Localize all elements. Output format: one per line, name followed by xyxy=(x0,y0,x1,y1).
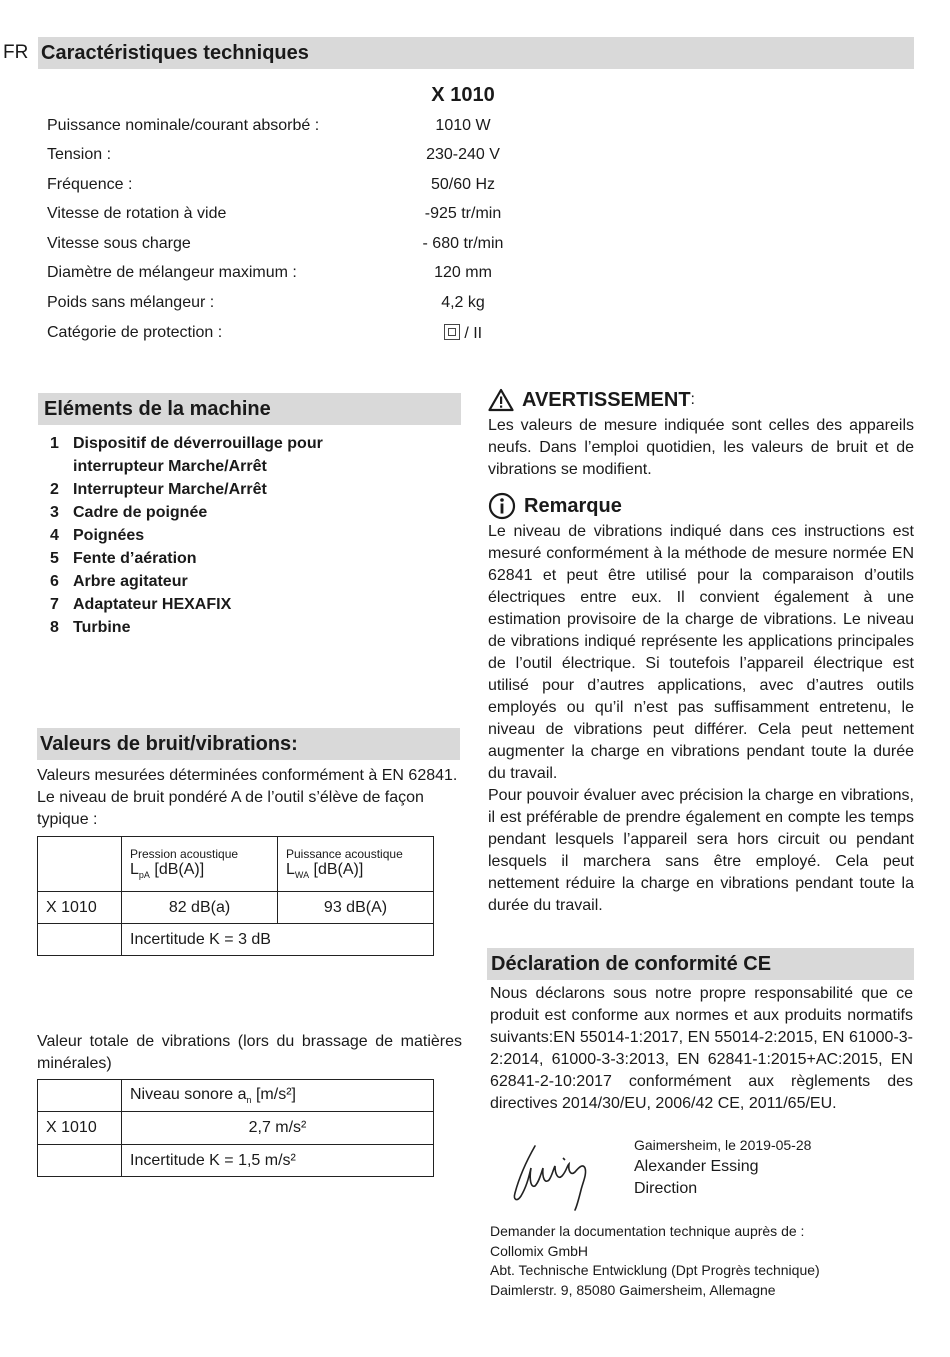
conformity-heading xyxy=(487,948,914,980)
elements-title: Eléments de la machine xyxy=(44,398,271,420)
table-row xyxy=(38,924,434,956)
language-code: FR xyxy=(3,42,29,63)
vibration-intro: Valeur totale de vibrations (lors du brassage de matières minérales) xyxy=(37,1033,462,1072)
model-heading: X 1010 xyxy=(431,84,495,106)
spec-label-load-speed: Vitesse sous charge xyxy=(47,235,191,252)
warning-heading xyxy=(488,388,695,412)
doc-line-company: Collomix GmbH xyxy=(490,1242,589,1259)
signature-image xyxy=(505,1138,600,1213)
spec-value-weight: 4,2 kg xyxy=(441,294,485,311)
spec-label-idle-speed: Vitesse de rotation à vide xyxy=(47,205,227,222)
documentation-contact xyxy=(490,1222,820,1300)
protection-class-text: / II xyxy=(464,325,483,342)
col1-symbol: L xyxy=(130,861,139,879)
table-cell-model: X 1010 xyxy=(38,892,122,924)
item-text: Arbre agitateur xyxy=(73,573,188,590)
spec-value-voltage: 230-240 V xyxy=(426,146,500,163)
table-cell-model: X 1010 xyxy=(38,1112,122,1145)
col1-unit-line xyxy=(130,861,269,880)
table-cell-header xyxy=(122,1080,434,1112)
warning-title: AVERTISSEMENT xyxy=(522,388,691,411)
spec-label-weight: Poids sans mélangeur : xyxy=(47,294,215,311)
spec-label-protection: Catégorie de protection : xyxy=(47,324,223,341)
protection-class-icon xyxy=(444,324,460,340)
table-cell-value: 2,7 m/s² xyxy=(122,1112,434,1145)
remark-text xyxy=(488,521,914,917)
item-text: Adaptateur HEXAFIX xyxy=(73,596,232,613)
noise-heading xyxy=(37,728,460,760)
col1-unit: [dB(A)] xyxy=(154,861,205,879)
item-text: Interrupteur Marche/Arrêt xyxy=(73,481,267,498)
remark-paragraph-2: Pour pouvoir évaluer avec précision la charge en vibrations, il est préférable de prendre également en compte les temps pendant lesquels l’appareil sera hors circuit ou pendant lesquels il marchera sans être employé. Cela peut nettement réduire la charge en vibrations pendant toute la durée du travail. xyxy=(488,787,914,914)
spec-label-mixer-diameter: Diamètre de mélangeur maximum : xyxy=(47,264,297,281)
table-cell xyxy=(278,837,434,892)
warning-colon: : xyxy=(690,391,695,408)
col1-subscript: pA xyxy=(138,870,150,881)
item-number: 5 xyxy=(50,550,59,567)
table-cell xyxy=(38,924,122,956)
item-number: 2 xyxy=(50,481,59,498)
spec-value-idle-speed: -925 tr/min xyxy=(424,205,502,222)
doc-line-address: Daimlerstr. 9, 85080 Gaimersheim, Allemagne xyxy=(490,1281,776,1298)
elements-heading xyxy=(38,393,461,425)
list-item xyxy=(50,524,460,547)
item-text: Dispositif de déverrouillage pour interrupteur Marche/Arrêt xyxy=(73,435,323,475)
noise-table xyxy=(37,836,434,956)
noise-intro: Valeurs mesurées déterminées conformément à EN 62841. Le niveau de bruit pondéré A de l’outil s’élève de façon typique : xyxy=(37,767,458,828)
list-item xyxy=(50,501,460,524)
item-number: 6 xyxy=(50,573,59,590)
place-date: Gaimersheim, le 2019-05-28 xyxy=(634,1137,812,1153)
conformity-title: Déclaration de conformité CE xyxy=(491,953,772,975)
item-number: 1 xyxy=(50,435,59,452)
table-cell xyxy=(38,1080,122,1112)
table-row xyxy=(38,1080,434,1112)
table-cell xyxy=(38,837,122,892)
table-row xyxy=(38,837,434,892)
table-cell-pressure: 82 dB(a) xyxy=(122,892,278,924)
conformity-text: Nous déclarons sous notre propre responsabilité que ce produit est conforme aux normes et aux produits normatifs suivants:EN 55014-1:2017, EN 55014-2:2015, EN 61000-3-2:2014, 61000-3-3:2013, EN 62841-1:2015+AC:2015, EN 62841-2-10:2017 conformément aux règlements des directives 2014/30/EU, 2006/42 CE, 2011/65/EU. xyxy=(490,985,913,1112)
spec-value-power: 1010 W xyxy=(435,117,491,134)
table-cell-power: 93 dB(A) xyxy=(278,892,434,924)
list-item xyxy=(50,593,460,616)
elements-list xyxy=(50,432,460,639)
col1-header: Pression acoustique xyxy=(130,847,239,862)
doc-line-department: Abt. Technische Entwicklung (Dpt Progrès technique) xyxy=(490,1262,820,1278)
remark-title: Remarque xyxy=(524,494,622,517)
table-row xyxy=(38,1145,434,1177)
spec-label-frequency: Fréquence : xyxy=(47,176,133,193)
warning-triangle-icon xyxy=(488,388,514,412)
signatory-name: Alexander Essing xyxy=(634,1158,759,1175)
table-row xyxy=(38,892,434,924)
vibration-table xyxy=(37,1079,434,1177)
col2-unit-line xyxy=(286,861,425,880)
spec-value-mixer-diameter: 120 mm xyxy=(434,264,492,281)
list-item xyxy=(50,616,460,639)
spec-label-power: Puissance nominale/courant absorbé : xyxy=(47,117,320,134)
info-circle-icon xyxy=(488,492,516,520)
list-item xyxy=(50,570,460,593)
table-row xyxy=(38,1112,434,1145)
list-item xyxy=(50,547,460,570)
remark-paragraph-1: Le niveau de vibrations indiqué dans ces instructions est mesuré conformément à la méthode de mesure normée EN 62841 et peut être utilisé pour la comparaison d’outils électriques entre eux. Il convient également à une estimation provisoire de la charge de vibrations. Le niveau de vibrations indiqué représente les applications principales de l’outil électrique. Si toutefois l’appareil électrique est utilisé pour d’autres applications, avec d’autres outils employés ou qu’il n’est pas suffisamment entretenu, le niveau de vibrations peut différer. Cela peut nettement augmenter la charge en vibrations pendant toute la durée du travail. xyxy=(488,523,914,782)
remark-heading xyxy=(488,492,622,520)
vib-header-unit: [m/s²] xyxy=(251,1085,296,1103)
doc-line-request: Demander la documentation technique auprès de : xyxy=(490,1223,805,1239)
col2-header: Puissance acoustique xyxy=(286,847,403,862)
col2-unit: [dB(A)] xyxy=(313,861,364,879)
table-cell xyxy=(122,837,278,892)
warning-text: Les valeurs de mesure indiquée sont celles des appareils neufs. Dans l’emploi quotidien, les valeurs de bruit et de vibrations se modifient. xyxy=(488,417,914,478)
item-text: Poignées xyxy=(73,527,145,544)
specs-heading xyxy=(38,37,914,69)
item-number: 3 xyxy=(50,504,59,521)
col2-subscript: WA xyxy=(294,870,310,881)
item-text: Turbine xyxy=(73,619,131,636)
vib-header-prefix: Niveau sonore a xyxy=(130,1085,247,1103)
item-text: Fente d’aération xyxy=(73,550,197,567)
signatory-block xyxy=(634,1134,811,1200)
table-cell-uncertainty: Incertitude K = 3 dB xyxy=(122,924,434,956)
spec-value-protection xyxy=(390,324,536,343)
signatory-role: Direction xyxy=(634,1180,698,1197)
spec-label-voltage: Tension : xyxy=(47,146,112,163)
list-item xyxy=(50,478,460,501)
item-number: 4 xyxy=(50,527,59,544)
col2-symbol: L xyxy=(286,861,295,879)
list-item xyxy=(50,432,460,478)
noise-title: Valeurs de bruit/vibrations: xyxy=(40,733,298,755)
table-cell-uncertainty: Incertitude K = 1,5 m/s² xyxy=(122,1145,434,1177)
item-text: Cadre de poignée xyxy=(73,504,208,521)
vib-header-subscript: n xyxy=(246,1095,252,1106)
spec-value-load-speed: - 680 tr/min xyxy=(422,235,504,252)
spec-value-frequency: 50/60 Hz xyxy=(430,176,496,193)
specs-title: Caractéristiques techniques xyxy=(41,42,309,64)
table-cell xyxy=(38,1145,122,1177)
item-number: 8 xyxy=(50,619,59,636)
item-number: 7 xyxy=(50,596,59,613)
